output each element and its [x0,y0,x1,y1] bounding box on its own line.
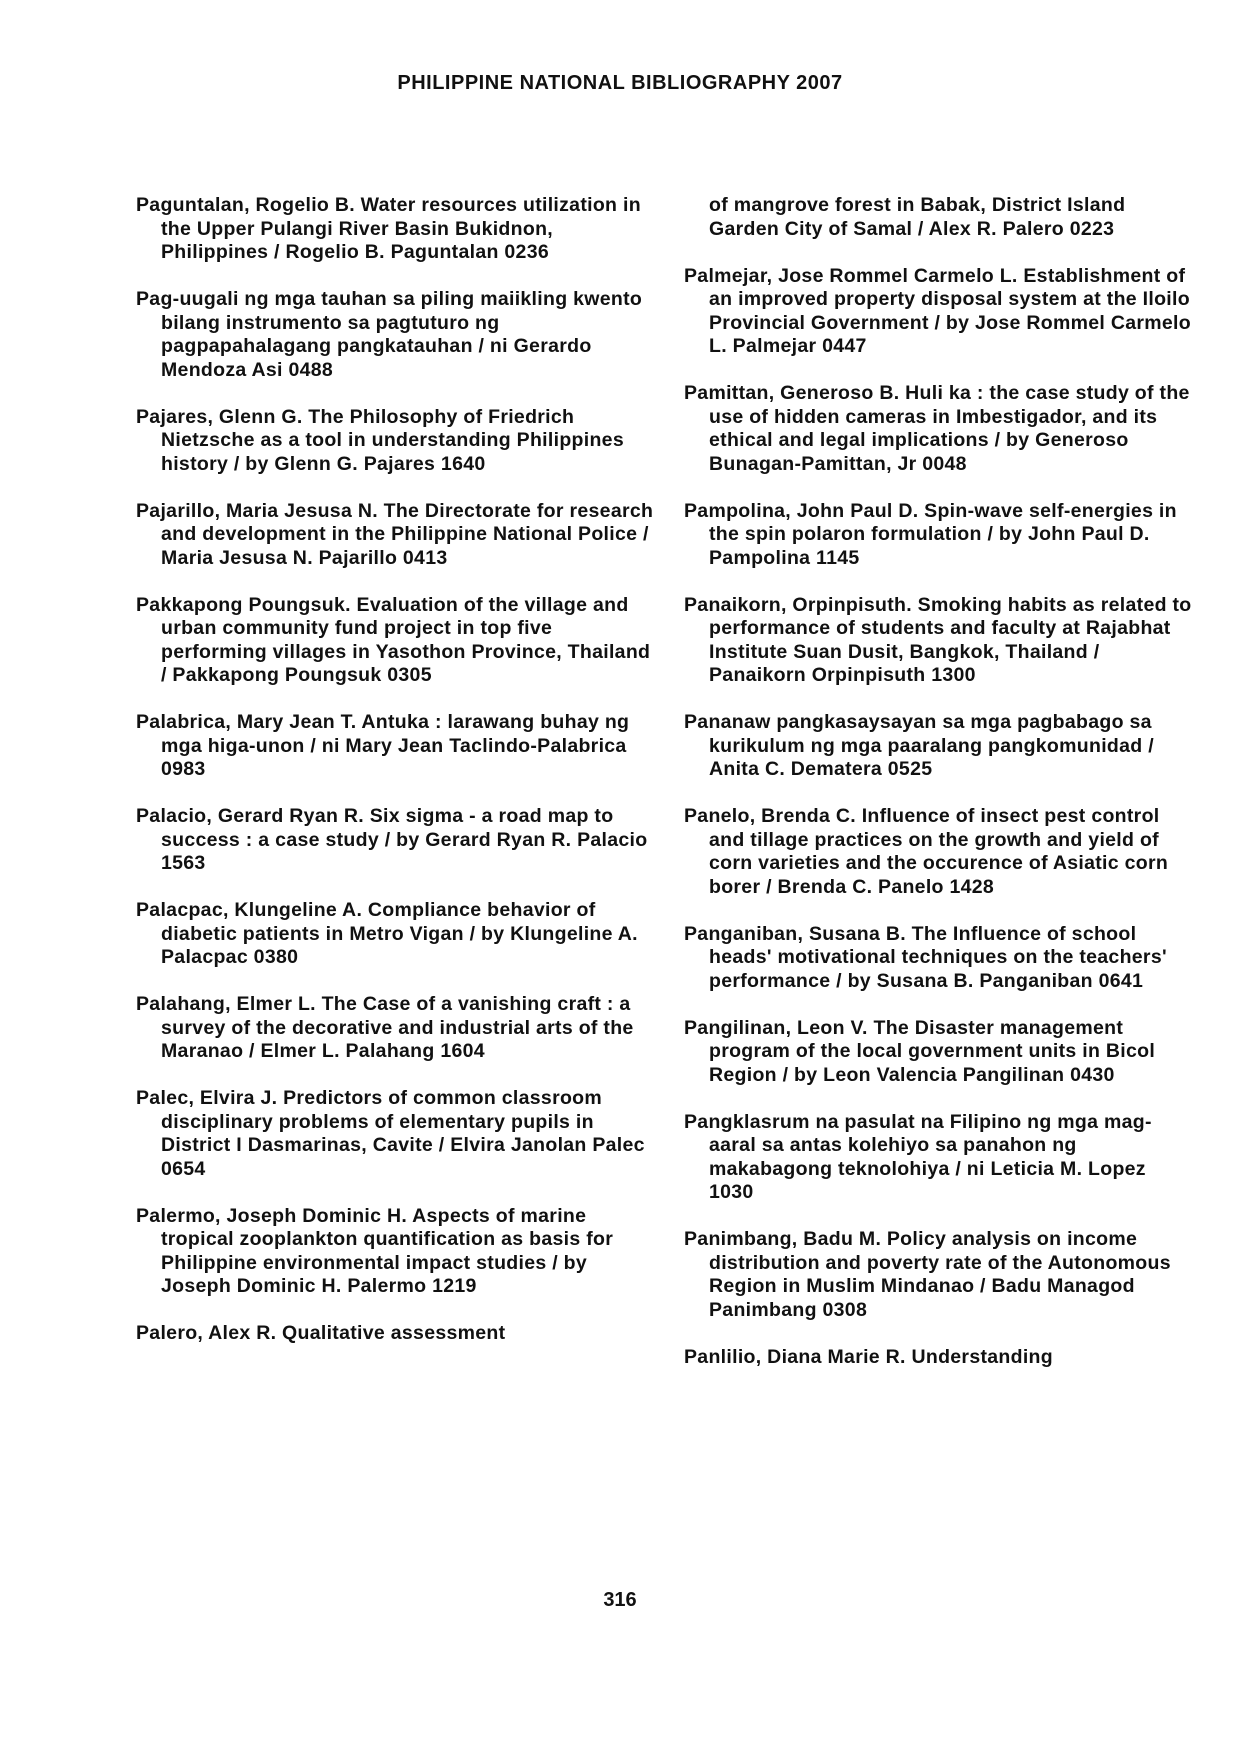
right-column [684,194,1194,1393]
bibliography-entry: Palabrica, Mary Jean T. Antuka : larawang buhay ng mga higa-unon / ni Mary Jean Taclindo-Palabrica 0983 [136,711,630,780]
bibliography-entry: Palero, Alex R. Qualitative assessment [136,1322,506,1344]
bibliography-entry: Pananaw pangkasaysayan sa mga pagbabago sa kurikulum ng mga paaralang pangkomunidad / Anita C. Dematera 0525 [684,711,1154,780]
bibliography-entry: Pangklasrum na pasulat na Filipino ng mga mag-aaral sa antas kolehiyo sa panahon ng makabagong teknolohiya / ni Leticia M. Lopez 1030 [684,1110,1152,1203]
bibliography-entry: Panlilio, Diana Marie R. Understanding [684,1345,1053,1368]
bibliography-entry: Palacio, Gerard Ryan R. Six sigma - a road map to success : a case study / by Gerard Ryan R. Palacio 1563 [136,805,648,874]
bibliography-entry: Pajares, Glenn G. The Philosophy of Friedrich Nietzsche as a tool in understanding Philippines history / by Glenn G. Pajares 1640 [136,405,624,475]
bibliography-entry: Pangilinan, Leon V. The Disaster management program of the local government units in Bicol Region / by Leon Valencia Pangilinan 0430 [684,1016,1156,1086]
bibliography-entry: Pajarillo, Maria Jesusa N. The Directorate for research and development in the Philippine National Police / Maria Jesusa N. Pajarillo 0413 [136,499,654,569]
bibliography-entry: Panimbang, Badu M. Policy analysis on income distribution and poverty rate of the Autonomous Region in Muslim Mindanao / Badu Managod Panimbang 0308 [684,1228,1171,1321]
bibliography-entry: Panganiban, Susana B. The Influence of school heads' motivational techniques on the teachers' performance / by Susana B. Panganiban 0641 [684,922,1167,992]
bibliography-entry: Palahang, Elmer L. The Case of a vanishing craft : a survey of the decorative and industrial arts of the Maranao / Elmer L. Palahang 1604 [136,993,634,1062]
bibliography-entry: Palacpac, Klungeline A. Compliance behavior of diabetic patients in Metro Vigan / by Klungeline A. Palacpac 0380 [136,899,638,968]
bibliography-entry: Panelo, Brenda C. Influence of insect pest control and tillage practices on the growth and yield of corn varieties and the occurence of Asiatic corn borer / Brenda C. Panelo 1428 [684,805,1169,898]
bibliography-entry: Palmejar, Jose Rommel Carmelo L. Establishment of an improved property disposal system at the Iloilo Provincial Government / by Jose Rommel Carmelo L. Palmejar 0447 [684,264,1191,357]
left-column [136,194,656,1369]
bibliography-entry: Pamittan, Generoso B. Huli ka : the case study of the use of hidden cameras in Imbestigador, and its ethical and legal implications / by Generoso Bunagan-Pamittan, Jr 0048 [684,382,1190,475]
bibliography-entry: Pag-uugali ng mga tauhan sa piling maiikling kwento bilang instrumento sa pagtuturo ng pagpapahalagang pangkatauhan / ni Gerardo Mendoza Asi 0488 [136,288,643,381]
bibliography-entry: Palermo, Joseph Dominic H. Aspects of marine tropical zooplankton quantification as basis for Philippine environmental impact studies / by Joseph Dominic H. Palermo 1219 [136,1204,614,1297]
bibliography-entry: Paguntalan, Rogelio B. Water resources utilization in the Upper Pulangi River Basin Bukidnon, Philippines / Rogelio B. Paguntalan 0236 [136,194,641,263]
bibliography-entry: Pampolina, John Paul D. Spin-wave self-energies in the spin polaron formulation / by John Paul D. Pampolina 1145 [684,499,1177,569]
bibliography-entry-continuation: of mangrove forest in Babak, District Island Garden City of Samal / Alex R. Palero 0223 [709,194,1126,240]
page-header: PHILIPPINE NATIONAL BIBLIOGRAPHY 2007 [397,72,843,94]
bibliography-entry: Palec, Elvira J. Predictors of common classroom disciplinary problems of elementary pupils in District I Dasmarinas, Cavite / Elvira Janolan Palec 0654 [136,1087,645,1180]
bibliography-entry: Pakkapong Poungsuk. Evaluation of the village and urban community fund project in top five performing villages in Yasothon Province, Thailand / Pakkapong Poungsuk 0305 [136,593,651,686]
bibliography-entry: Panaikorn, Orpinpisuth. Smoking habits as related to performance of students and faculty at Rajabhat Institute Suan Dusit, Bangkok, Thailand / Panaikorn Orpinpisuth 1300 [684,593,1192,686]
page-number: 316 [603,1589,637,1611]
